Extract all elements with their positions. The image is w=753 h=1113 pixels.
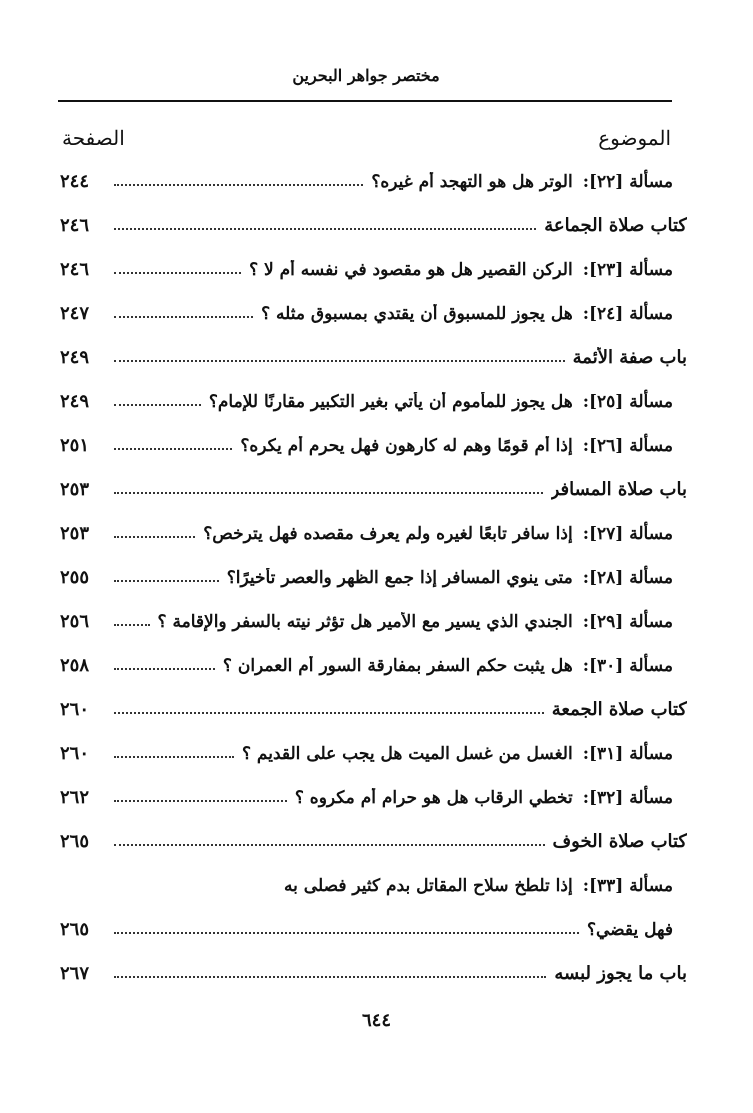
page-number: ٢٦٢ (60, 787, 90, 808)
toc-entry[interactable]: مسألة [٣١] : الغسل من غسل الميت هل يجب على القديم ؟ ٢٦٠ (60, 743, 673, 764)
dot-leader (114, 932, 579, 934)
toc-entry[interactable]: مسألة [٢٩] : الجندي الذي يسير مع الأمير هل تؤثر نيته بالسفر والإقامة ؟ ٢٥٦ (60, 611, 673, 632)
dot-leader (114, 492, 543, 494)
entry-title: إذا تلطخ سلاح المقاتل بدم كثير فصلى به (284, 876, 573, 896)
page-number: ٢٥١ (60, 435, 90, 456)
toc-entry[interactable]: مسألة [٢٤] : هل يجوز للمسبوق أن يقتدي بمسبوق مثله ؟ ٢٤٧ (60, 303, 673, 324)
toc-entry[interactable]: مسألة [٢٦] : إذا أم قومًا وهم له كارهون فهل يحرم أم يكره؟ ٢٥١ (60, 435, 673, 456)
toc-entry[interactable]: مسألة [٣٠] : هل يثبت حكم السفر بمفارقة السور أم العمران ؟ ٢٥٨ (60, 655, 673, 676)
toc-chapter[interactable] (60, 468, 687, 500)
entry-title: تخطي الرقاب هل هو حرام أم مكروه ؟ (294, 788, 573, 808)
entry-title: إذا أم قومًا وهم له كارهون فهل يحرم أم يكره؟ (240, 436, 573, 456)
entry-title: هل يجوز للمسبوق أن يقتدي بمسبوق مثله ؟ (261, 304, 573, 324)
entry-title: الركن القصير هل هو مقصود في نفسه أم لا ؟ (249, 260, 573, 280)
dot-leader (114, 668, 215, 670)
dot-leader (114, 976, 546, 978)
page-number: ٢٦٠ (60, 699, 90, 720)
issue-label: مسألة [٢٨] (588, 568, 673, 588)
issue-label: مسألة [٢٧] (588, 524, 673, 544)
chapter-title: كتاب صلاة الجماعة (544, 215, 687, 236)
issue-label: مسألة [٢٣] (588, 260, 673, 280)
toc-entry[interactable]: مسألة [٣٣] : إذا تلطخ سلاح المقاتل بدم كثير فصلى به (284, 876, 673, 896)
page-number: ٢٥٨ (60, 655, 90, 676)
dot-leader (114, 580, 219, 582)
dot-leader (114, 448, 232, 450)
toc-chapter[interactable] (60, 336, 687, 368)
entry-title: هل يثبت حكم السفر بمفارقة السور أم العمران ؟ (222, 656, 573, 676)
chapter-title: باب صفة الأئمة (572, 347, 687, 368)
dot-leader (114, 404, 201, 406)
toc-entry[interactable]: مسألة [٢٧] : إذا سافر تابعًا لغيره ولم يعرف مقصده فهل يترخص؟ ٢٥٣ (60, 523, 673, 544)
toc-entry[interactable]: مسألة [٢٢] : الوتر هل هو التهجد أم غيره؟ ٢٤٤ (60, 171, 673, 192)
page-number: ٢٥٥ (60, 567, 90, 588)
page-number: ٢٥٣ (60, 479, 90, 500)
dot-leader (114, 272, 241, 274)
toc-entry[interactable]: مسألة [٣٢] : تخطي الرقاب هل هو حرام أم مكروه ؟ ٢٦٢ (60, 787, 673, 808)
toc-chapter[interactable] (60, 952, 687, 984)
page-number: ٢٤٧ (60, 303, 90, 324)
page-number: ٢٤٩ (60, 391, 90, 412)
toc-chapter[interactable] (60, 820, 687, 852)
dot-leader (114, 624, 150, 626)
chapter-title: باب ما يجوز لبسه (554, 963, 687, 984)
toc-chapter[interactable] (60, 688, 687, 720)
toc-entry[interactable]: مسألة [٢٨] : متى ينوي المسافر إذا جمع الظهر والعصر تأخيرًا؟ ٢٥٥ (60, 567, 673, 588)
dot-leader (114, 536, 195, 538)
entry-title: فهل يقضي؟ (586, 920, 673, 940)
issue-label: مسألة [٣٣] (588, 876, 673, 896)
issue-label: مسألة [٢٢] (588, 172, 673, 192)
toc-entry[interactable]: مسألة [٢٥] : هل يجوز للمأموم أن يأتي بغير التكبير مقارنًا للإمام؟ ٢٤٩ (60, 391, 673, 412)
dot-leader (114, 360, 565, 362)
issue-label: مسألة [٣١] (588, 744, 673, 764)
entry-title: إذا سافر تابعًا لغيره ولم يعرف مقصده فهل يترخص؟ (203, 524, 573, 544)
chapter-title: باب صلاة المسافر (550, 479, 687, 500)
issue-label: مسألة [٢٩] (588, 612, 673, 632)
page-number: ٢٦٧ (60, 963, 90, 984)
dot-leader (114, 712, 544, 714)
page-number: ٢٤٩ (60, 347, 90, 368)
folio-page-number: ٦٤٤ (361, 1010, 391, 1031)
dot-leader (114, 184, 363, 186)
page-number: ٢٦٥ (60, 919, 90, 940)
toc-entry[interactable]: مسألة [٢٣] : الركن القصير هل هو مقصود في نفسه أم لا ؟ ٢٤٦ (60, 259, 673, 280)
page-column-heading: الصفحة (62, 126, 125, 150)
topic-column-heading: الموضوع (598, 126, 671, 150)
entry-title: هل يجوز للمأموم أن يأتي بغير التكبير مقارنًا للإمام؟ (208, 392, 573, 412)
issue-label: مسألة [٢٦] (588, 436, 673, 456)
header-rule (58, 100, 672, 102)
dot-leader (114, 800, 287, 802)
page-number: ٢٤٤ (60, 171, 90, 192)
page-number: ٢٤٦ (60, 259, 90, 280)
page-number: ٢٦٠ (60, 743, 90, 764)
entry-title: متى ينوي المسافر إذا جمع الظهر والعصر تأخيرًا؟ (226, 568, 573, 588)
dot-leader (114, 228, 536, 230)
running-header: مختصر جواهر البحرين (292, 66, 440, 85)
dot-leader (114, 316, 253, 318)
dot-leader (114, 844, 545, 846)
toc-entry-continuation[interactable] (60, 908, 673, 940)
entry-title: الغسل من غسل الميت هل يجب على القديم ؟ (241, 744, 573, 764)
page-number: ٢٤٦ (60, 215, 90, 236)
dot-leader (114, 756, 234, 758)
entry-title: الوتر هل هو التهجد أم غيره؟ (371, 172, 573, 192)
page-number: ٢٥٣ (60, 523, 90, 544)
page-number: ٢٥٦ (60, 611, 90, 632)
issue-label: مسألة [٢٤] (588, 304, 673, 324)
issue-label: مسألة [٣٠] (588, 656, 673, 676)
issue-label: مسألة [٢٥] (588, 392, 673, 412)
page-number: ٢٦٥ (60, 831, 90, 852)
toc-chapter[interactable] (60, 204, 687, 236)
chapter-title: كتاب صلاة الجمعة (551, 699, 687, 720)
issue-label: مسألة [٣٢] (588, 788, 673, 808)
chapter-title: كتاب صلاة الخوف (552, 831, 687, 852)
entry-title: الجندي الذي يسير مع الأمير هل تؤثر نيته بالسفر والإقامة ؟ (157, 612, 573, 632)
